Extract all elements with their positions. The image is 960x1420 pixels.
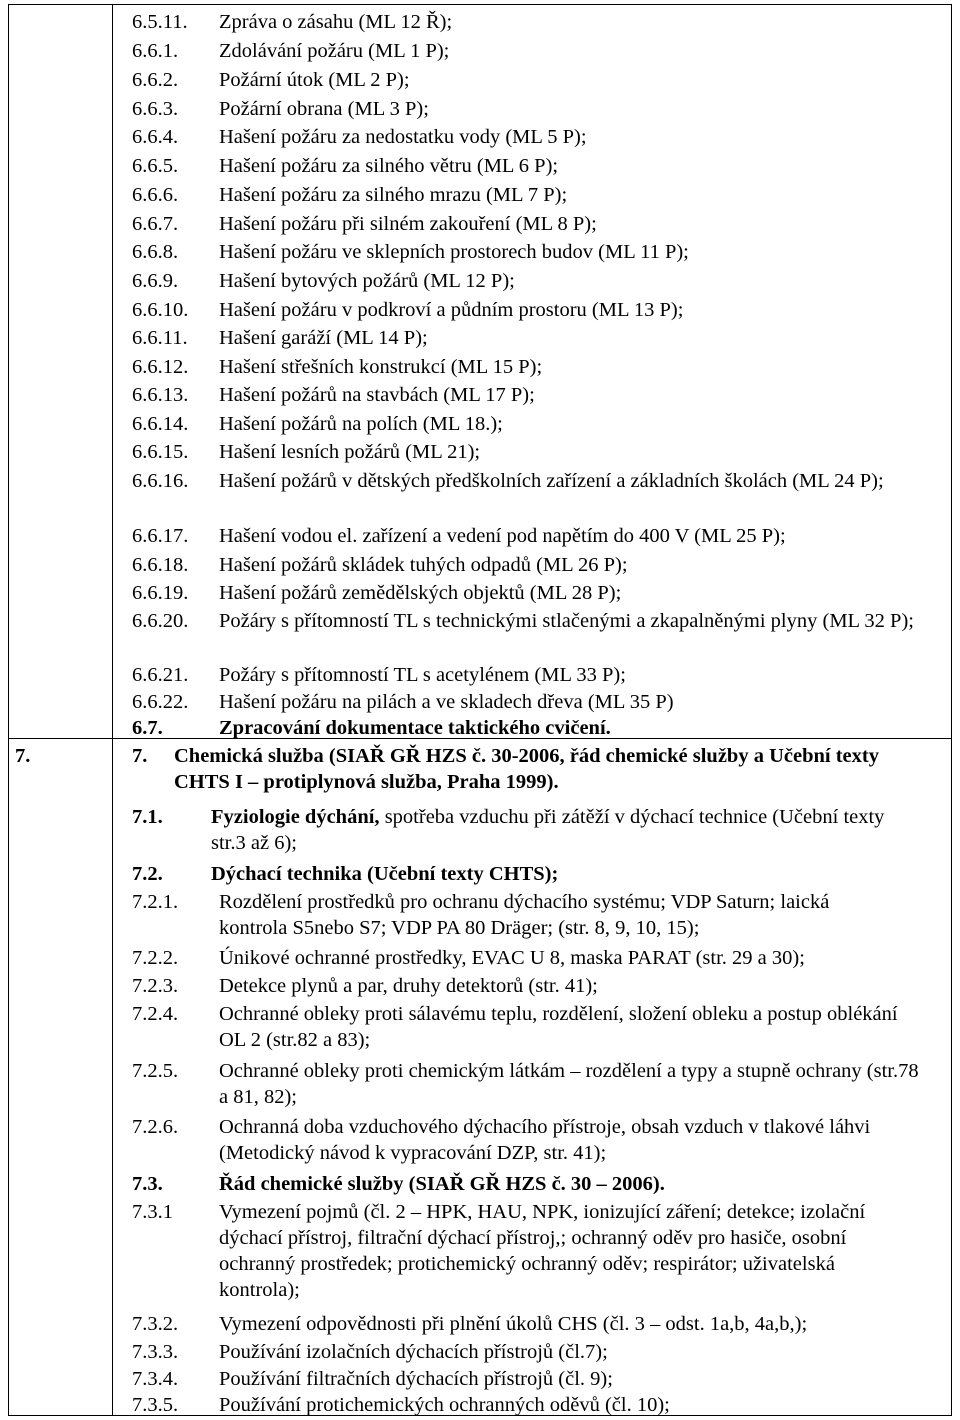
column-divider	[112, 5, 113, 1415]
heading-number: 7.	[132, 745, 148, 767]
heading-text: Chemická služba (SIAŘ GŘ HZS č. 30-2006, řád chemické služby a Učební texty CHTS I – protiplynová služba, Praha 1999).	[174, 745, 879, 793]
document-table: 6.5.11. Zpráva o zásahu (ML 12 Ř); 6.6.1. Zdolávání požáru (ML 1 P); 6.6.2. Požární útok (ML 2 P); 6.6.3. Požární obrana (ML 3 P); 6.6.4. Hašení požáru za nedostatku vody (ML 5 P); 6.6.5. Hašení požáru za silného větru (ML 6 P); 6.6.6. Hašení požáru za silného mrazu (ML 7 P); 6.6.7. Hašení požáru při silném zakouření (ML 8 P); 6.6.8. Hašení požáru ve sklepních prostorech budov (ML 11 P); 6.6.9. Hašení bytových požárů (ML 12 P); 6.6.10. Hašení požáru v podkroví a půdním prostoru (ML 13 P); 6.6.11. Hašení garáží (ML 14 P); 6.6.12. Hašení střešních konstrukcí (ML 15 P); 6.6.13. Hašení požárů na stavbách (ML 17 P); 6.6.14. Hašení požárů na polích (ML 18.); 6.6.15. Hašení lesních požárů (ML 21); 6.6.16. Hašení požárů v dětských předškolních zařízení a základních školách (ML 24 P); 6.6.17. Hašení vodou el. zařízení a vedení pod napětím do 400 V (ML 25 P); 6.6.18. Hašení požárů skládek tuhých odpadů (ML 26 P); 6.6.19. Hašení požárů zemědělských objektů (ML 28 P); 6.6.20. Požáry s přítomností TL s technickými stlačenými a zkapalněnými plyny (ML 32 P); 6.6.21. Požáry s přítomností TL s acetylénem (ML 33 P); 6.6.22. Hašení požáru na pilách a ve skladech dřeva (ML 35 P) 6.7. Zpracování dokumentace taktického cvičení. 7. 7. Chemická služba (SIAŘ GŘ HZS č. 30-2006, řád chemické služby a Učební texty CHTS I – protiplynová služba, Praha 1999). 7.1. Fyziologie dýchání, spotřeba vzduchu při zátěží v dýchací technice (Učební texty str.3 až 6); 7.2. Dýchací technika (Učební texty CHTS); 7.2.1. Rozdělení prostředků pro ochranu dýchacího systému; VDP Saturn; laická kontrola S5nebo S7; VDP PA 80 Dräger; (str. 8, 9, 10, 15); 7.2.2. Únikové ochranné prostředky, EVAC U 8, maska PARAT (str. 29 a 30); 7.2.3. Detekce plynů a par, druhy detektorů (str. 41); 7.2.4. Ochranné obleky proti sálavému teplu, rozdělení, složení obleku a postup oblékání OL 2 (str.82 a 83); 7.2.5. Ochranné obleky proti chemickým látkám – rozdělení a typy a stupně ochrany (str.78 a 81, 82); 7.2.6. Ochranná doba vzduchového dýchacího přístroje, obsah vzduch v tlakové láhvi (Metodický návod k vypracování DZP, str. 41); 7.3. Řád chemické služby (SIAŘ GŘ HZS č. 30 – 2006). 7.3.1 Vymezení pojmů (čl. 2 – HPK, HAU, NPK, ionizující záření; detekce; izolační dýchací přístroj, filtrační dýchací přístroj,; ochranný oděv pro hasiče, osobní ochranný prostředek; protichemický ochranný oděv; respirátor; uživatelská kontrola); 7.3.2. Vymezení odpovědnosti při plnění úkolů CHS (čl. 3 – odst. 1a,b, 4a,b,); 7.3.3. Používání izolačních dýchacích přístrojů (čl.7); 7.3.4. Používání filtračních dýchacích přístrojů (čl. 9); 7.3.5. Používání protichemických ochranných oděvů (čl. 10);	[8, 4, 952, 1416]
chapter-number: 7.	[15, 745, 31, 767]
